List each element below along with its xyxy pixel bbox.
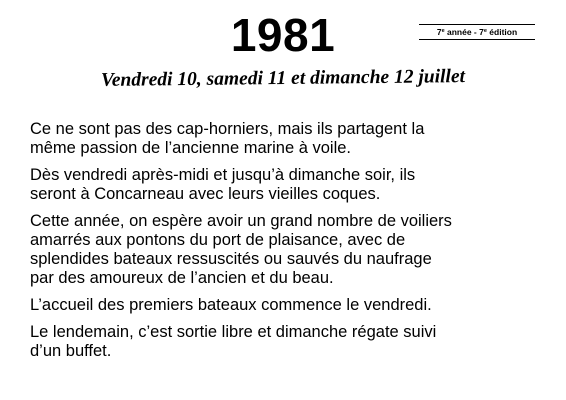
edition-first-superscript: e <box>441 28 445 34</box>
edition-middle-text: année - <box>444 27 480 37</box>
paragraph-1 <box>30 120 550 158</box>
paragraph-line: par des amoureux de l’ancien et du beau. <box>30 269 334 287</box>
event-dates: Vendredi 10, samedi 11 et dimanche 12 juillet <box>100 66 466 91</box>
paragraph-line: splendides bateaux ressuscités ou sauvés du naufrage <box>30 250 432 268</box>
paragraph-line: Ce ne sont pas des cap-horniers, mais ils partagent la <box>30 120 425 138</box>
page-title-year: 1981 <box>230 9 336 61</box>
edition-end-text: édition <box>486 27 518 37</box>
edition-second-superscript: e <box>483 28 487 34</box>
paragraph-2 <box>30 166 550 204</box>
paragraph-line: seront à Concarneau avec leurs vieilles coques. <box>30 185 381 203</box>
paragraph-5 <box>30 323 550 361</box>
paragraph-line: L’accueil des premiers bateaux commence le vendredi. <box>30 296 432 314</box>
paragraph-line: Cette année, on espère avoir un grand nombre de voiliers <box>30 212 452 230</box>
paragraph-line: même passion de l’ancienne marine à voile. <box>30 139 352 157</box>
edition-label <box>419 24 535 40</box>
paragraph-line: d’un buffet. <box>30 342 112 360</box>
paragraph-3 <box>30 212 550 288</box>
edition-first-number: 7 <box>436 27 442 37</box>
article-body <box>30 120 550 369</box>
paragraph-line: Dès vendredi après-midi et jusqu’à dimanche soir, ils <box>30 166 416 184</box>
paragraph-line: amarrés aux pontons du port de plaisance, avec de <box>30 231 406 249</box>
edition-second-number: 7 <box>479 27 484 37</box>
paragraph-line: Le lendemain, c’est sortie libre et dimanche régate suivi <box>30 323 437 341</box>
paragraph-4 <box>30 296 550 315</box>
